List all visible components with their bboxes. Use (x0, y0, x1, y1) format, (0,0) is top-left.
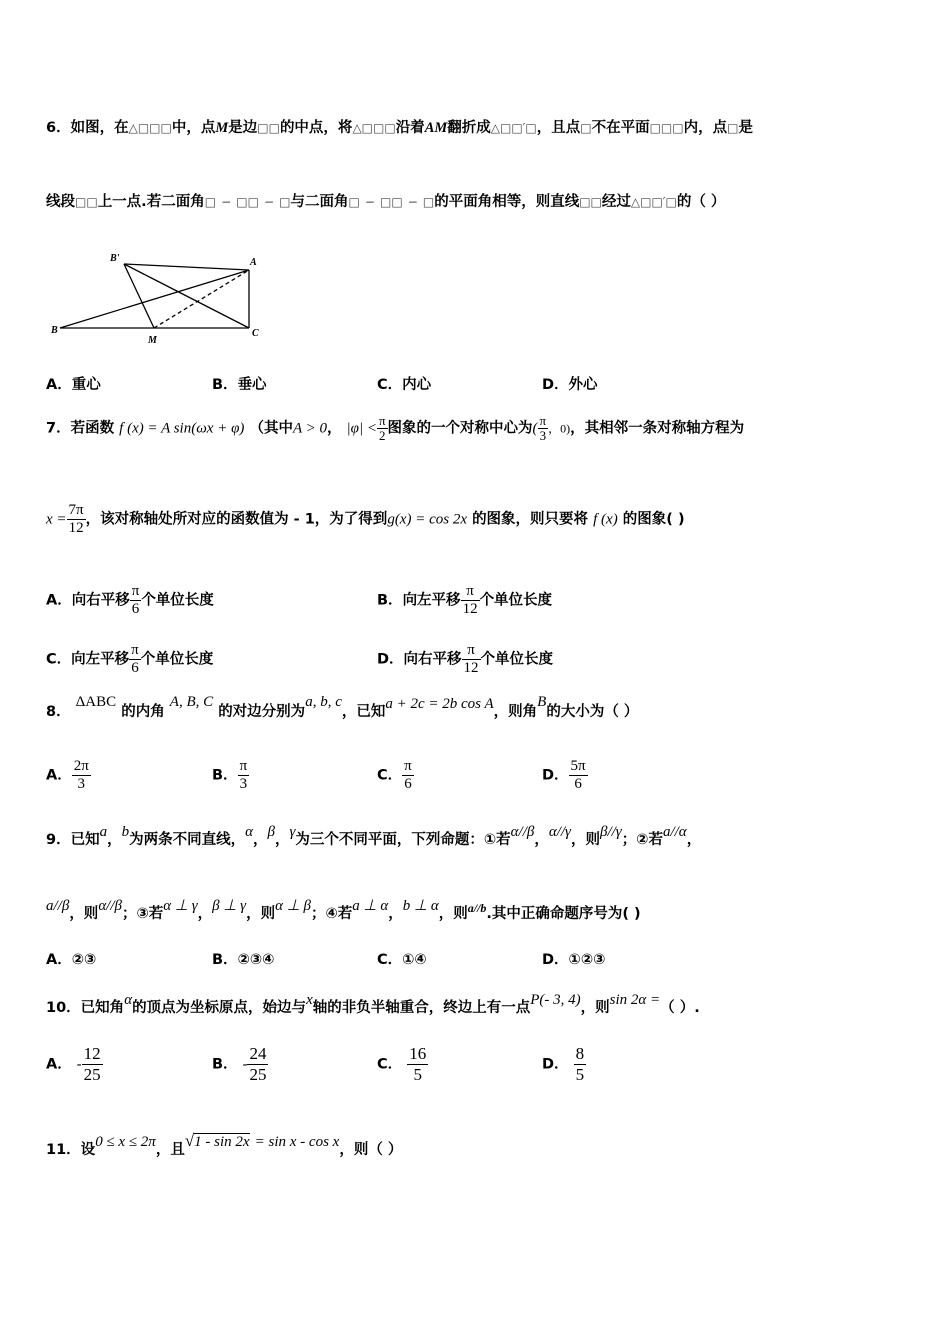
math-point: ，0) (548, 421, 571, 436)
option-label: D． (377, 651, 404, 668)
fraction (462, 642, 481, 677)
math-angles: A, B, C (169, 694, 214, 710)
text: 7．若函数 (46, 420, 115, 437)
fraction (407, 1044, 428, 1085)
math-relation: a ⊥ α (352, 898, 389, 914)
denominator: 12 (463, 660, 479, 676)
text: ，该对称轴处所对应的函数值为 - 1，为了得到 (85, 511, 388, 528)
option-label: C． (377, 952, 403, 968)
missing-glyph: □ (348, 195, 360, 209)
text: ，则角 (493, 704, 538, 720)
math-relation: α ⊥ β (275, 898, 312, 914)
missing-glyph: □□□ (137, 121, 172, 135)
option-label: D． (542, 1056, 569, 1073)
numerator: π (539, 413, 547, 428)
edge-bprime-c (124, 264, 249, 328)
text: ，则 (438, 906, 468, 922)
option-label: A． (46, 1056, 72, 1073)
fraction (461, 583, 480, 618)
missing-glyph: □□′□ (500, 121, 537, 135)
option-text: 重心 (71, 377, 101, 393)
math-function: f (x) = A sin(ωx + φ) (119, 420, 245, 437)
option-label: B． (212, 1056, 238, 1073)
missing-glyph: □ (204, 195, 217, 209)
numerator: π (239, 758, 248, 774)
option-label: C． (377, 377, 403, 393)
option-text: 个单位长度 (480, 651, 554, 668)
denominator: 5 (413, 1065, 422, 1084)
q9-option-c[interactable] (377, 948, 427, 969)
math-eq: x = (46, 511, 67, 528)
math-relation: b ⊥ α (402, 898, 439, 914)
option-text: 向左平移 (71, 651, 130, 668)
math-var: a (99, 824, 108, 840)
edge-bprime-a (124, 264, 249, 270)
numerator: 8 (575, 1044, 585, 1063)
denominator: 6 (574, 776, 582, 792)
math-var: M (215, 120, 229, 136)
fraction (574, 1044, 587, 1085)
paren: ( (532, 420, 538, 437)
option-label: A． (46, 592, 72, 609)
math-relation: β ⊥ γ (212, 898, 247, 914)
dash: − (364, 195, 375, 209)
label-c: C (252, 328, 259, 339)
triangle-symbol: △ (352, 121, 362, 135)
numerator: 12 (83, 1044, 101, 1063)
text: ，其相邻一条对称轴方程为 (570, 420, 745, 437)
sign: - (76, 1056, 82, 1073)
option-label: B． (212, 767, 238, 784)
text: ，则 (246, 906, 276, 922)
option-label: B． (212, 377, 238, 393)
math-relation: α ⊥ γ (163, 898, 198, 914)
text: 的图象( ) (622, 511, 685, 528)
math-range: 0 ≤ x ≤ 2π (95, 1134, 156, 1150)
option-label: C． (46, 651, 72, 668)
missing-glyph: □ (422, 195, 435, 209)
math-var: AM (424, 120, 448, 136)
text: 的大小为（ ） (546, 704, 639, 720)
math-relation: a//α (662, 824, 687, 840)
triangle-symbol: △ (128, 121, 138, 135)
missing-glyph: □ (279, 195, 291, 209)
text: 翻折成 (447, 120, 491, 136)
text: ，则（ ） (339, 1142, 403, 1158)
text: 是边 (228, 120, 258, 136)
edge-bprime-m (124, 264, 154, 328)
fraction (82, 1044, 103, 1085)
q6-option-d[interactable] (542, 373, 598, 394)
math-radicand: 1 - sin 2x (194, 1134, 250, 1150)
option-text: 垂心 (237, 377, 267, 393)
text: ，则 (69, 906, 99, 922)
denominator: 3 (239, 776, 248, 792)
text: 9．已知 (46, 832, 100, 848)
text: ；③若 (122, 906, 164, 922)
text: 沿着 (395, 120, 425, 136)
q10-option-b[interactable] (212, 1044, 268, 1085)
option-text: 个单位长度 (140, 651, 214, 668)
text: ， (274, 832, 290, 848)
fraction (402, 758, 414, 793)
q6-option-c[interactable] (377, 373, 431, 394)
text: 为三个不同平面，下列命题：①若 (295, 832, 511, 848)
text: 图象的一个对称中心为 (387, 420, 533, 437)
text: 不在平面 (591, 120, 650, 136)
missing-glyph: □□ (75, 195, 98, 209)
numerator: π (131, 642, 139, 658)
text: 与二面角 (290, 194, 349, 210)
question-10-line (46, 992, 700, 1017)
option-text: ②③ (71, 952, 97, 968)
numerator: π (404, 758, 412, 774)
text: 轴的非负半轴重合，终边上有一点 (312, 1000, 531, 1016)
text: 10．已知角 (46, 1000, 125, 1016)
math-relation: a//b (467, 901, 487, 915)
text: 的对边分别为 (218, 704, 306, 720)
option-text: 内心 (402, 377, 432, 393)
option-text: 向右平移 (71, 592, 130, 609)
denominator: 3 (77, 776, 86, 792)
q6-figure (44, 248, 274, 348)
math-var: b (121, 824, 130, 840)
q10-option-d[interactable] (542, 1044, 586, 1085)
numerator: 16 (409, 1044, 427, 1063)
denominator: 25 (249, 1065, 267, 1084)
q7-option-c[interactable] (46, 642, 213, 677)
text: 8． (46, 704, 71, 720)
text: ， (107, 832, 122, 848)
q10-option-a[interactable] (46, 1044, 103, 1085)
math-var: γ (289, 824, 296, 840)
math-condition: A > 0 (292, 420, 327, 437)
option-label: D． (542, 952, 569, 968)
option-text: ②③④ (237, 952, 275, 968)
fraction (247, 1044, 268, 1085)
math-condition: |φ| < (346, 420, 377, 437)
label-m: M (148, 335, 157, 346)
fraction (238, 758, 250, 793)
question-11-line (46, 1131, 403, 1159)
denominator: 2 (378, 428, 386, 443)
dash: − (407, 195, 418, 209)
numerator: 5π (570, 758, 586, 774)
dash: − (263, 195, 275, 209)
option-text: 个单位长度 (479, 592, 553, 609)
numerator: π (131, 583, 140, 599)
fraction (72, 758, 91, 793)
q6-option-a[interactable] (46, 373, 101, 394)
sqrt-symbol: √ (184, 1131, 195, 1150)
text: 的内角 (121, 704, 165, 720)
text: 经过 (601, 194, 631, 210)
q8-option-d[interactable] (542, 758, 588, 793)
math-var: B (537, 694, 547, 710)
text: ， (197, 906, 213, 922)
text: ；④若 (311, 906, 353, 922)
text: ， (534, 832, 549, 848)
fraction (67, 502, 86, 537)
option-text: ①④ (402, 952, 427, 968)
math-relation: α//β (98, 898, 122, 914)
math-function: f (x) (593, 511, 618, 528)
denominator: 25 (83, 1065, 101, 1084)
question-9-line-1 (46, 824, 702, 849)
label-a: A (250, 257, 257, 268)
q9-option-b[interactable] (212, 948, 274, 969)
text: 的（ ） (676, 194, 726, 210)
text: 的中点，将 (279, 120, 353, 136)
math-var: α (124, 992, 133, 1008)
math-point: P(- 3, 4) (530, 992, 581, 1008)
text: （ ）. (660, 1000, 700, 1016)
numerator: π (378, 413, 386, 428)
text: 线段 (46, 194, 75, 210)
numerator: 2π (73, 758, 89, 774)
math-equation: a + 2c = 2b cos A (385, 696, 494, 712)
text: 的顶点为坐标原点，始边与 (132, 1000, 307, 1016)
text: ，则 (570, 832, 600, 848)
label-b: B (51, 325, 58, 336)
text: （其中 (249, 420, 293, 437)
label-b-prime: B' (110, 253, 120, 264)
question-7-line-1: 7．若函数 f (x) = A sin(ωx + φ) （其中A > 0， |φ| < $\frac{\pi}{2}$ 图象的一个对称中心为( $\frac{\pi}{3}$ ，0)，其相邻一条对称轴方程为 (46, 413, 745, 443)
math-relation: a//β (46, 898, 70, 914)
denominator: 5 (575, 1065, 585, 1084)
denominator: 6 (404, 776, 412, 792)
option-label: A． (46, 377, 72, 393)
numerator: π (462, 642, 481, 660)
q9-option-a[interactable] (46, 948, 96, 969)
missing-glyph: □□□ (649, 121, 684, 135)
text: 内，点 (683, 120, 728, 136)
denominator: 6 (131, 660, 139, 676)
option-label: B． (212, 952, 238, 968)
q10-option-c[interactable] (377, 1044, 428, 1085)
q8-option-a[interactable] (46, 758, 91, 793)
math-sides: a, b, c (305, 694, 342, 710)
text: ， (388, 906, 403, 922)
math-triangle: ΔABC (75, 694, 117, 710)
denominator: 6 (131, 601, 140, 617)
option-label: A． (46, 767, 72, 784)
missing-glyph: □ (580, 121, 592, 135)
missing-glyph: □□ (257, 121, 280, 135)
denominator: 3 (539, 428, 547, 443)
text: 中，点 (171, 120, 216, 136)
math-expression: = sin x - cos x (254, 1134, 340, 1150)
option-text: 个单位长度 (141, 592, 214, 609)
math-relation: β//γ (599, 824, 622, 840)
option-label: C． (377, 1056, 403, 1073)
question-6-line-2 (46, 190, 725, 211)
option-text: 向左平移 (402, 592, 461, 609)
missing-glyph: □ (727, 121, 739, 135)
missing-glyph: □□ (236, 195, 259, 209)
missing-glyph: □□′□ (640, 195, 677, 209)
missing-glyph: □□ (379, 195, 403, 209)
math-relation: α//β (510, 824, 535, 840)
text: ，已知 (341, 704, 386, 720)
q9-option-d[interactable] (542, 948, 605, 969)
sign: - (242, 1056, 248, 1073)
question-9-line-2 (46, 898, 641, 923)
q8-option-b[interactable] (212, 758, 249, 793)
fraction (130, 583, 142, 618)
q7-option-d[interactable] (377, 642, 553, 677)
q8-option-c[interactable] (377, 758, 414, 793)
text: ， (252, 832, 268, 848)
denominator: 12 (462, 601, 478, 617)
option-text: 外心 (568, 377, 598, 393)
numerator: π (461, 583, 480, 601)
math-var: x (306, 992, 313, 1008)
fraction (129, 642, 141, 677)
fraction (538, 414, 549, 443)
text: 上一点.若二面角 (97, 194, 205, 210)
text: 的平面角相等，则直线 (434, 194, 580, 210)
triangle-symbol: △ (490, 121, 500, 135)
question-6-line-1 (46, 116, 753, 137)
missing-glyph: □□ (579, 195, 602, 209)
math-expression: sin 2α = (609, 992, 661, 1008)
text: 的图象，则只要将 (472, 511, 589, 528)
math-var: α (245, 824, 253, 840)
text: 是 (738, 120, 753, 136)
text: .其中正确命题序号为( ) (486, 906, 641, 922)
numerator: 7π (68, 502, 84, 518)
denominator: 12 (68, 520, 84, 536)
text: ， (686, 832, 702, 848)
math-relation: α//γ (548, 824, 571, 840)
edge-m-a-dashed (154, 270, 249, 328)
q6-option-b[interactable] (212, 373, 267, 394)
q7-option-b[interactable] (377, 583, 552, 618)
edge-b-a (60, 270, 249, 328)
missing-glyph: □□□ (361, 121, 396, 135)
question-7-line-2 (46, 502, 685, 537)
text: ，且点 (536, 120, 581, 136)
option-text: ①②③ (568, 952, 606, 968)
option-label: D． (542, 767, 569, 784)
option-text: 向右平移 (403, 651, 462, 668)
fraction (569, 758, 588, 793)
text: ，则 (580, 1000, 610, 1016)
question-8-line (46, 694, 639, 721)
text: ；②若 (621, 832, 663, 848)
numerator: 24 (249, 1044, 267, 1063)
triangle-symbol: △ (630, 195, 641, 209)
text: 11．设 (46, 1142, 96, 1158)
option-label: A． (46, 952, 72, 968)
math-function: g(x) = cos 2x (387, 511, 467, 528)
math-var: β (267, 824, 275, 840)
text: 为两条不同直线， (129, 832, 246, 848)
option-label: C． (377, 767, 403, 784)
option-label: B． (377, 592, 403, 609)
dash: − (221, 195, 232, 209)
text: 6．如图，在 (46, 120, 129, 136)
text: ，且 (155, 1142, 185, 1158)
option-label: D． (542, 377, 569, 393)
fraction (377, 414, 388, 443)
q7-option-a[interactable] (46, 583, 214, 618)
